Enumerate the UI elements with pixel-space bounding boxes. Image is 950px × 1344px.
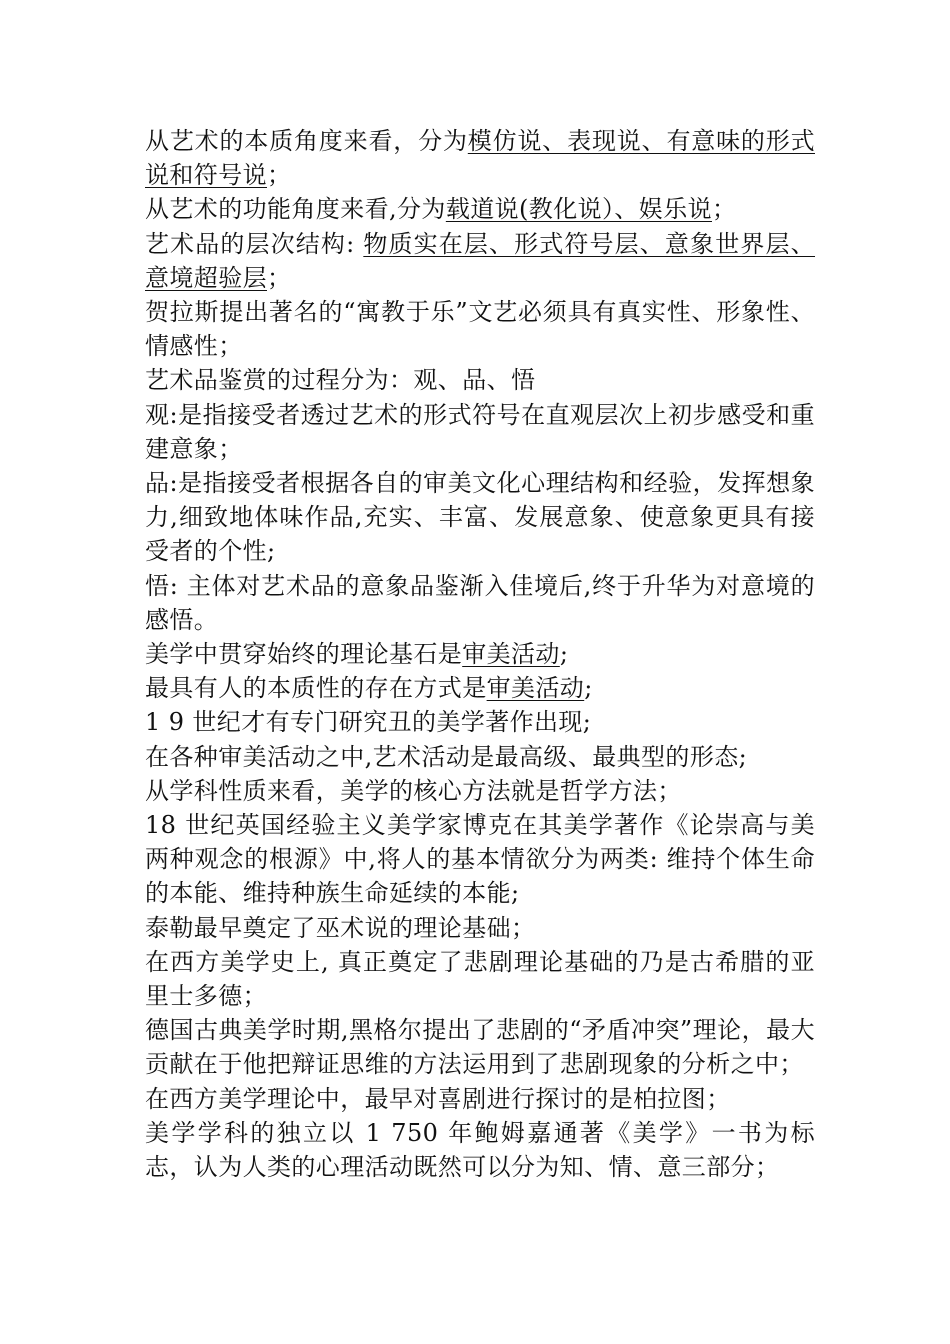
- underlined-text: 物质实在层、形式符号层、意象世界层、意境超验层: [145, 229, 816, 292]
- text-run: 悟: 主体对艺术品的意象品鉴渐入佳境后,终于升华为对意境的感悟。: [145, 571, 815, 634]
- paragraph: [145, 295, 815, 363]
- underlined-text: 审美活动: [462, 640, 560, 669]
- underlined-text: 审美活动: [486, 674, 585, 703]
- text-run: 观:是指接受者透过艺术的形式符号在直观层次上初步感受和重建意象；: [145, 400, 815, 463]
- text-run: 在各种审美活动之中,艺术活动是最高级、最典型的形态;: [145, 742, 748, 771]
- paragraph: [145, 671, 815, 705]
- text-run: 贺拉斯提出著名的“寓教于乐”文艺必须具有真实性、形象性、情感性；: [145, 298, 815, 361]
- paragraph: [145, 1116, 815, 1184]
- paragraph: [145, 774, 815, 808]
- text-run: 艺术品鉴赏的过程分为：观、品、悟: [145, 366, 536, 395]
- text-run: 1 9 世纪才有专门研究丑的美学著作出现;: [145, 708, 592, 737]
- paragraph: [145, 569, 815, 637]
- paragraph: [145, 1013, 815, 1081]
- paragraph: [145, 363, 815, 397]
- paragraph: [145, 124, 815, 192]
- paragraph: [145, 945, 815, 1013]
- paragraph: [145, 398, 815, 466]
- text-run: 最具有人的本质性的存在方式是: [145, 674, 487, 703]
- text-run: ；: [267, 263, 292, 292]
- text-run: 在西方美学理论中，最早对喜剧进行探讨的是柏拉图；: [145, 1084, 731, 1113]
- paragraph: [145, 705, 815, 739]
- document-body: [145, 124, 815, 1184]
- text-run: 从艺术的本质角度来看，分为: [145, 127, 468, 155]
- text-run: 从艺术的功能角度来看,分为: [145, 195, 446, 224]
- paragraph: [145, 740, 815, 774]
- paragraph: [145, 911, 815, 945]
- underlined-text: 载道说(教化说）、娱乐说: [445, 195, 712, 224]
- text-run: 从学科性质来看，美学的核心方法就是哲学方法；: [145, 776, 682, 805]
- text-run: 在西方美学史上, 真正奠定了悲剧理论基础的乃是古希腊的亚里士多德；: [145, 947, 815, 1011]
- paragraph: [145, 466, 815, 569]
- paragraph: [145, 192, 815, 226]
- text-run: 艺术品的层次结构:: [145, 229, 364, 258]
- text-run: 美学中贯穿始终的理论基石是: [145, 640, 463, 669]
- paragraph: [145, 227, 815, 295]
- text-run: 泰勒最早奠定了巫术说的理论基础；: [145, 913, 536, 942]
- underlined-text: 模仿说、表现说、有意味的形式说和符号说: [145, 127, 815, 190]
- text-run: ；: [267, 161, 292, 190]
- text-run: ；: [712, 195, 737, 224]
- paragraph: [145, 637, 815, 671]
- paragraph: [145, 808, 815, 911]
- text-run: 品:是指接受者根据各自的审美文化心理结构和经验，发挥想象力,细致地体味作品,充实、丰富、发展意象、使意象更具有接受者的个性;: [145, 469, 815, 566]
- text-run: 德国古典美学时期,黑格尔提出了悲剧的“矛盾冲突”理论，最大贡献在于他把辩证思维的方法运用到了悲剧现象的分析之中；: [145, 1016, 815, 1079]
- text-run: ;: [559, 640, 569, 669]
- paragraph: [145, 1082, 815, 1116]
- text-run: 美学学科的独立以 1 750 年鲍姆嘉通著《美学》一书为标志，认为人类的心理活动既然可以分为知、情、意三部分；: [145, 1118, 815, 1182]
- text-run: ;: [584, 674, 593, 703]
- text-run: 18 世纪英国经验主义美学家博克在其美学著作《论崇高与美两种观念的根源》中,将人的基本情欲分为两类: 维持个体生命的本能、维持种族生命延续的本能;: [145, 811, 815, 908]
